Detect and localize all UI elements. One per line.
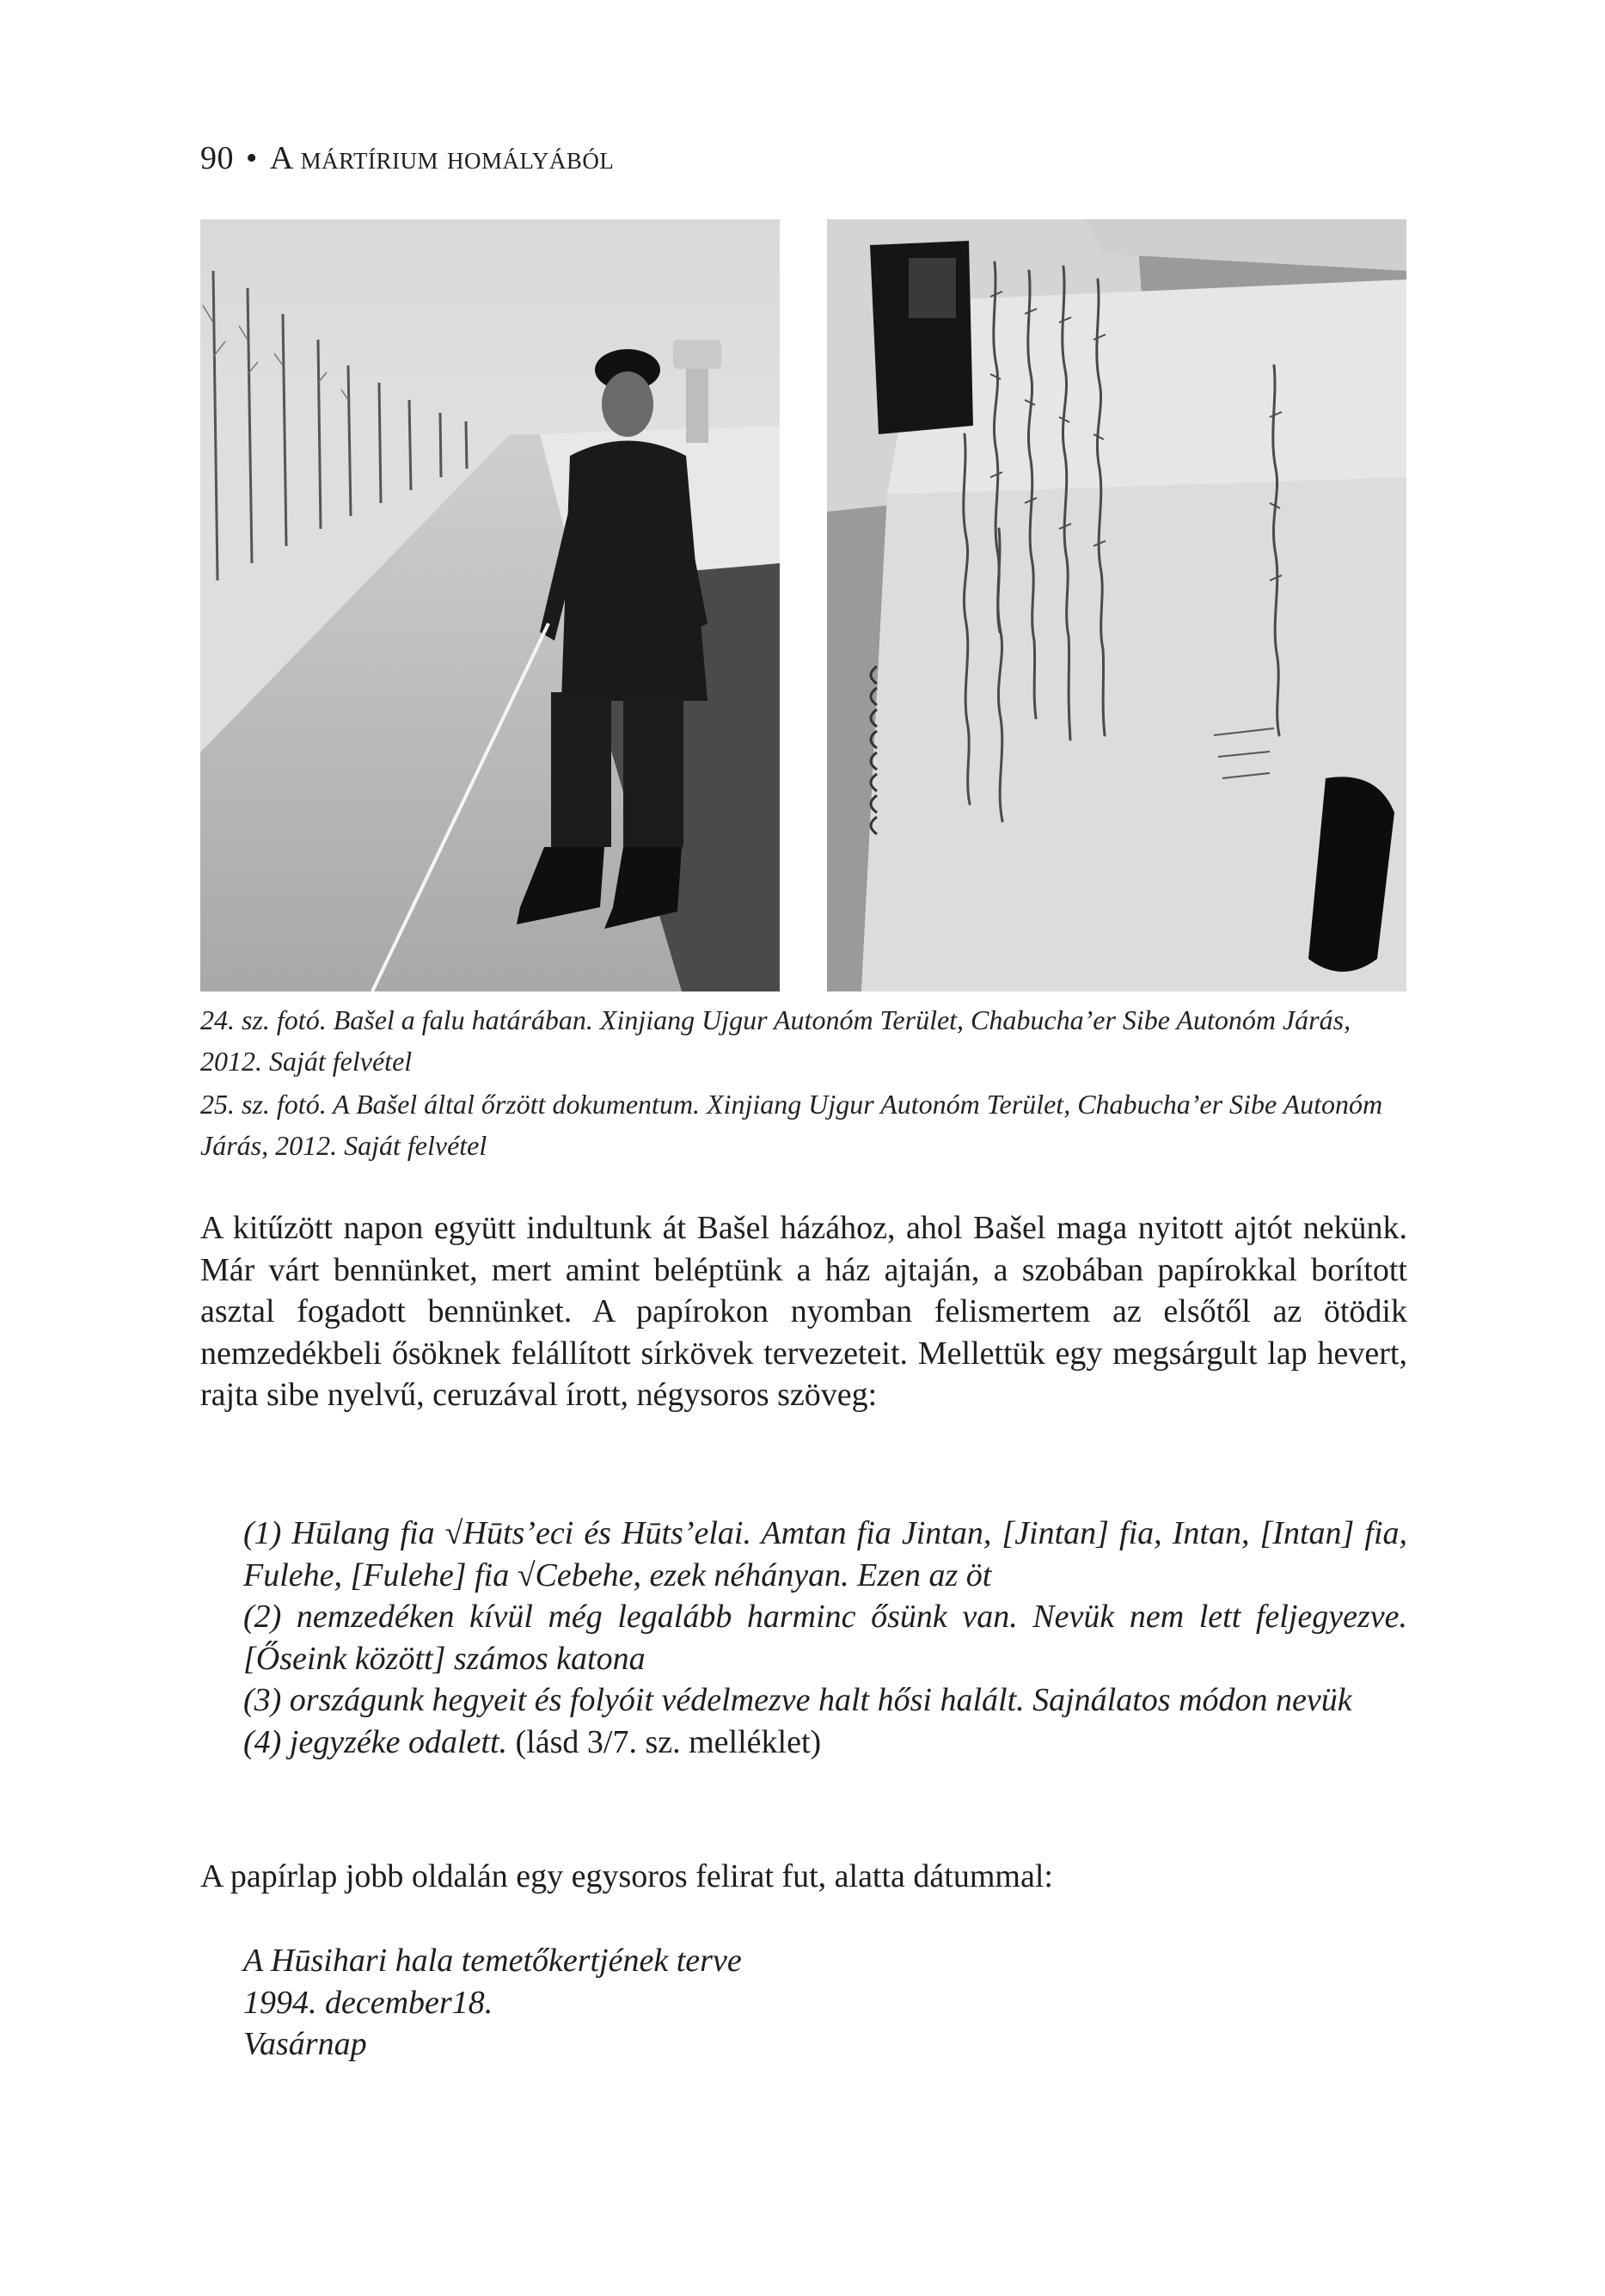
photo-man-on-road	[200, 219, 780, 991]
inscription-block	[243, 1940, 1407, 2066]
quote-line-3: (3) országunk hegyeit és folyóit védelmezve halt hősi halált. Sajnálatos módon nevük	[243, 1682, 1352, 1718]
quote-line-2: (2) nemzedéken kívül még legalább harminc ősünk van. Nevük nem lett feljegyezve. [Őseink között] számos katona	[243, 1599, 1407, 1677]
document-photo-illustration	[827, 219, 1406, 991]
quote-line-4: (4) jegyzéke odalett.	[243, 1723, 508, 1760]
photo-caption-24: 24. sz. fotó. Bašel a falu határában. Xinjiang Ujgur Autonóm Terület, Chabucha’er Sibe Autonóm Járás, 2012. Saját felvétel	[200, 1004, 1351, 1077]
body-paragraph-2: A papírlap jobb oldalán egy egysoros felirat fut, alatta dátummal:	[200, 1858, 1053, 1894]
inscription-line-1: A Hūsihari hala temetőkertjének terve	[243, 1943, 742, 1979]
header-bullet: •	[246, 140, 258, 176]
inscription-line-2: 1994. december18.	[243, 1984, 493, 2021]
quote-line-4-wrapper	[243, 1722, 1407, 1764]
running-head	[200, 139, 614, 177]
quote-line-1: (1) Hūlang fia √Hūts’eci és Hūts’elai. Amtan fia Jintan, [Jintan] fia, Intan, [Intan] fia, Fulehe, [Fulehe] fia √Cebehe, ezek néhányan. Ezen az öt	[243, 1515, 1407, 1593]
appendix-reference: (lásd 3/7. sz. melléklet)	[507, 1723, 822, 1760]
page-number: 90	[200, 140, 234, 176]
body-paragraph-1: A kitűzött napon együtt indultunk át Bašel házához, ahol Bašel maga nyitott ajtót nekünk. Már várt bennünket, mert amint beléptünk a ház ajtaján, a szobában papírokkal borított asztal fogadott bennünket. A papírokon nyomban felismertem az elsőtől az ötödik nemzedékbeli ősöknek felállított sírkövek tervezeteit. Mellettük egy megsárgult lap hevert, rajta sibe nyelvű, ceruzával írott, négysoros szöveg:	[200, 1210, 1407, 1413]
quoted-sibe-text	[243, 1513, 1407, 1763]
photo-caption-25: 25. sz. fotó. A Bašel által őrzött dokumentum. Xinjiang Ujgur Autonóm Terület, Chabucha’er Sibe Autonóm Járás, 2012. Saját felvétel	[200, 1089, 1383, 1161]
inscription-line-3: Vasárnap	[243, 2026, 367, 2062]
book-title: A mártírium homályából	[269, 140, 615, 176]
photo-document	[827, 219, 1406, 991]
recorder-device	[870, 241, 973, 434]
road-photo-illustration	[200, 219, 780, 991]
